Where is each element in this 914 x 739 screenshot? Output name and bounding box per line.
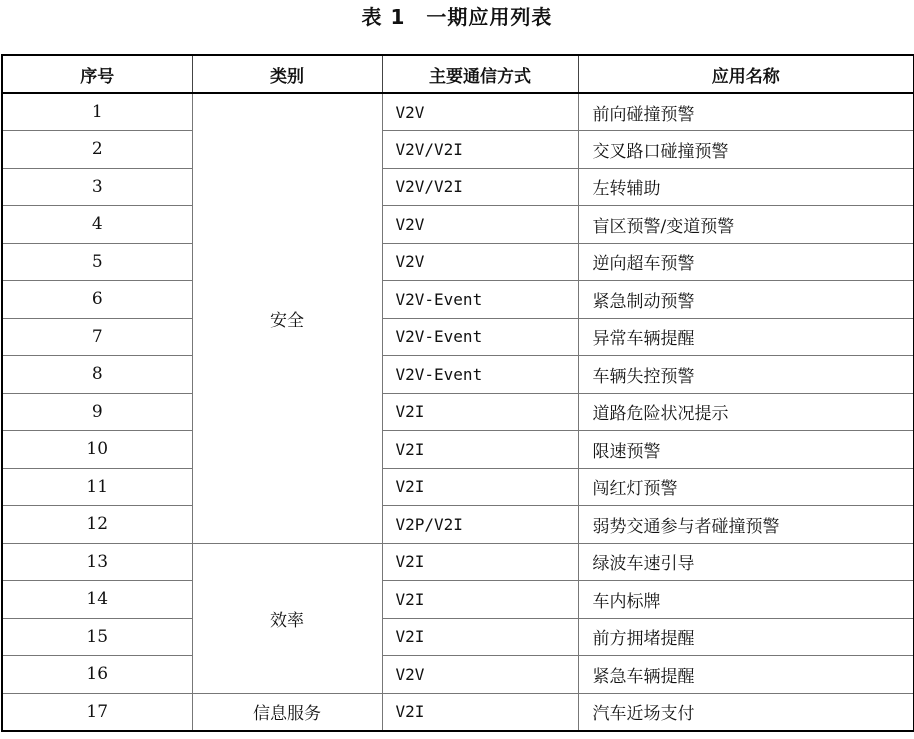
row-number: 13 (2, 543, 192, 581)
table-row (2, 468, 914, 506)
row-number: 8 (2, 356, 192, 394)
app-name-cell: 闯红灯预警 (578, 468, 914, 506)
header-number: 序号 (2, 55, 192, 93)
row-number: 6 (2, 281, 192, 319)
table-row (2, 168, 914, 206)
row-number: 12 (2, 506, 192, 544)
header-communication: 主要通信方式 (382, 55, 578, 93)
table-title: 表 1 一期应用列表 (361, 5, 553, 29)
table-row (2, 93, 914, 131)
app-name-cell: 汽车近场支付 (578, 693, 914, 731)
communication-cell: V2I (382, 393, 578, 431)
app-name-cell: 车辆失控预警 (578, 356, 914, 394)
communication-cell: V2I (382, 581, 578, 619)
communication-cell: V2V (382, 656, 578, 694)
header-row (2, 55, 914, 93)
table-row (2, 206, 914, 244)
app-name-cell: 绿波车速引导 (578, 543, 914, 581)
communication-cell: V2I (382, 693, 578, 731)
communication-cell: V2V-Event (382, 281, 578, 319)
category-cell: 安全 (192, 93, 382, 543)
row-number: 9 (2, 393, 192, 431)
row-number: 1 (2, 93, 192, 131)
communication-cell: V2P/V2I (382, 506, 578, 544)
communication-cell: V2V (382, 243, 578, 281)
row-number: 14 (2, 581, 192, 619)
communication-cell: V2V (382, 206, 578, 244)
table-row (2, 243, 914, 281)
table-row (2, 656, 914, 694)
communication-cell: V2I (382, 618, 578, 656)
app-name-cell: 道路危险状况提示 (578, 393, 914, 431)
row-number: 7 (2, 318, 192, 356)
row-number: 17 (2, 693, 192, 731)
app-name-cell: 交叉路口碰撞预警 (578, 131, 914, 169)
table-row (2, 431, 914, 469)
app-name-cell: 车内标牌 (578, 581, 914, 619)
app-name-cell: 前向碰撞预警 (578, 93, 914, 131)
row-number: 15 (2, 618, 192, 656)
header-app-name: 应用名称 (578, 55, 914, 93)
communication-cell: V2V (382, 93, 578, 131)
app-name-cell: 紧急制动预警 (578, 281, 914, 319)
row-number: 3 (2, 168, 192, 206)
communication-cell: V2V-Event (382, 318, 578, 356)
row-number: 11 (2, 468, 192, 506)
category-cell: 信息服务 (192, 693, 382, 731)
communication-cell: V2V/V2I (382, 131, 578, 169)
row-number: 2 (2, 131, 192, 169)
category-cell: 效率 (192, 543, 382, 693)
app-name-cell: 紧急车辆提醒 (578, 656, 914, 694)
table-row (2, 393, 914, 431)
communication-cell: V2I (382, 543, 578, 581)
table-row (2, 131, 914, 169)
app-name-cell: 弱势交通参与者碰撞预警 (578, 506, 914, 544)
row-number: 4 (2, 206, 192, 244)
table-row (2, 618, 914, 656)
table-row (2, 506, 914, 544)
app-name-cell: 盲区预警/变道预警 (578, 206, 914, 244)
table-row (2, 543, 914, 581)
table-row (2, 356, 914, 394)
communication-cell: V2I (382, 468, 578, 506)
communication-cell: V2I (382, 431, 578, 469)
application-table (1, 54, 914, 732)
row-number: 5 (2, 243, 192, 281)
row-number: 16 (2, 656, 192, 694)
table-row (2, 581, 914, 619)
app-name-cell: 限速预警 (578, 431, 914, 469)
communication-cell: V2V-Event (382, 356, 578, 394)
header-category: 类别 (192, 55, 382, 93)
app-name-cell: 前方拥堵提醒 (578, 618, 914, 656)
row-number: 10 (2, 431, 192, 469)
communication-cell: V2V/V2I (382, 168, 578, 206)
app-name-cell: 异常车辆提醒 (578, 318, 914, 356)
app-name-cell: 逆向超车预警 (578, 243, 914, 281)
table-row (2, 318, 914, 356)
app-name-cell: 左转辅助 (578, 168, 914, 206)
table-row (2, 693, 914, 731)
table-row (2, 281, 914, 319)
table-body (2, 93, 914, 731)
